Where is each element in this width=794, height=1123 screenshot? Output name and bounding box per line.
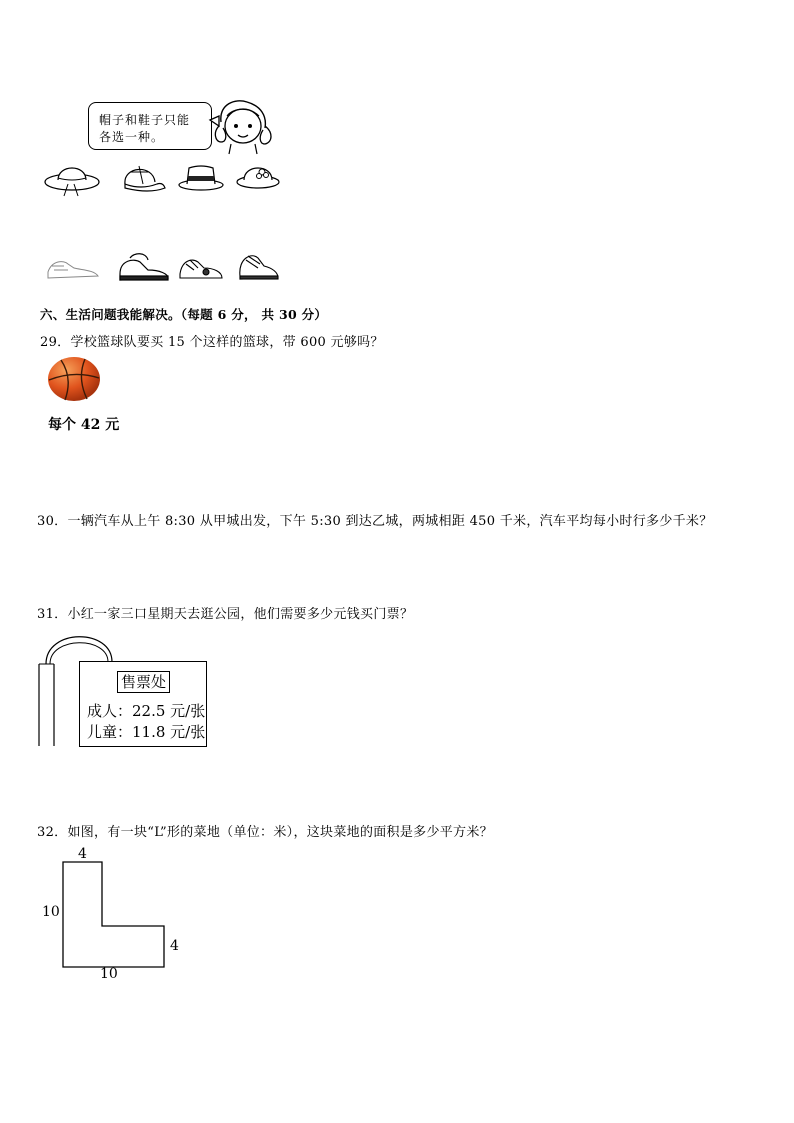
hiking-shoe-icon — [240, 256, 278, 279]
hats-row — [44, 158, 284, 200]
speech-line-1: 帽子和鞋子只能 — [99, 113, 191, 127]
question-30-text: 30．一辆汽车从上午 8:30 从甲城出发，下午 5:30 到达乙城，两城相距 450 千米，汽车平均每小时行多少千米？ — [37, 514, 713, 529]
question-31-text: 31．小红一家三口星期天去逛公园，他们需要多少元钱买门票？ — [37, 607, 414, 622]
shoes-row — [44, 248, 284, 284]
adult-price: 成人：22.5 元/张 — [87, 702, 206, 720]
l-shape-figure — [62, 861, 166, 969]
dim-bottom: 10 — [100, 966, 118, 982]
flower-hat-icon — [237, 168, 279, 188]
ticket-price-board — [79, 661, 207, 747]
dim-top: 4 — [78, 846, 87, 862]
ticket-office-title: 售票处 — [117, 671, 170, 693]
girl-illustration — [205, 98, 285, 158]
child-price: 儿童：11.8 元/张 — [87, 723, 206, 741]
basketball-price-label: 每个 42 元 — [48, 417, 120, 433]
leather-shoe-icon — [120, 254, 168, 280]
question-32-text: 32．如图，有一块“L”形的菜地（单位：米），这块菜地的面积是多少平方米？ — [37, 825, 493, 840]
question-29-text: 29．学校篮球队要买 15 个这样的篮球，带 600 元够吗？ — [40, 335, 384, 350]
dim-right: 4 — [170, 938, 179, 954]
speech-bubble — [88, 102, 212, 150]
dim-left: 10 — [42, 904, 60, 920]
section-heading: 六、生活问题我能解决。（每题 6 分， 共 30 分） — [40, 307, 328, 322]
basketball-icon — [47, 356, 101, 402]
fedora-hat-icon — [179, 166, 223, 190]
sneaker-icon — [48, 262, 98, 278]
cap-icon — [125, 166, 165, 191]
wide-brim-hat-icon — [45, 168, 99, 196]
speech-line-2: 各选一种。 — [99, 130, 165, 144]
sports-shoe-icon — [180, 260, 222, 278]
